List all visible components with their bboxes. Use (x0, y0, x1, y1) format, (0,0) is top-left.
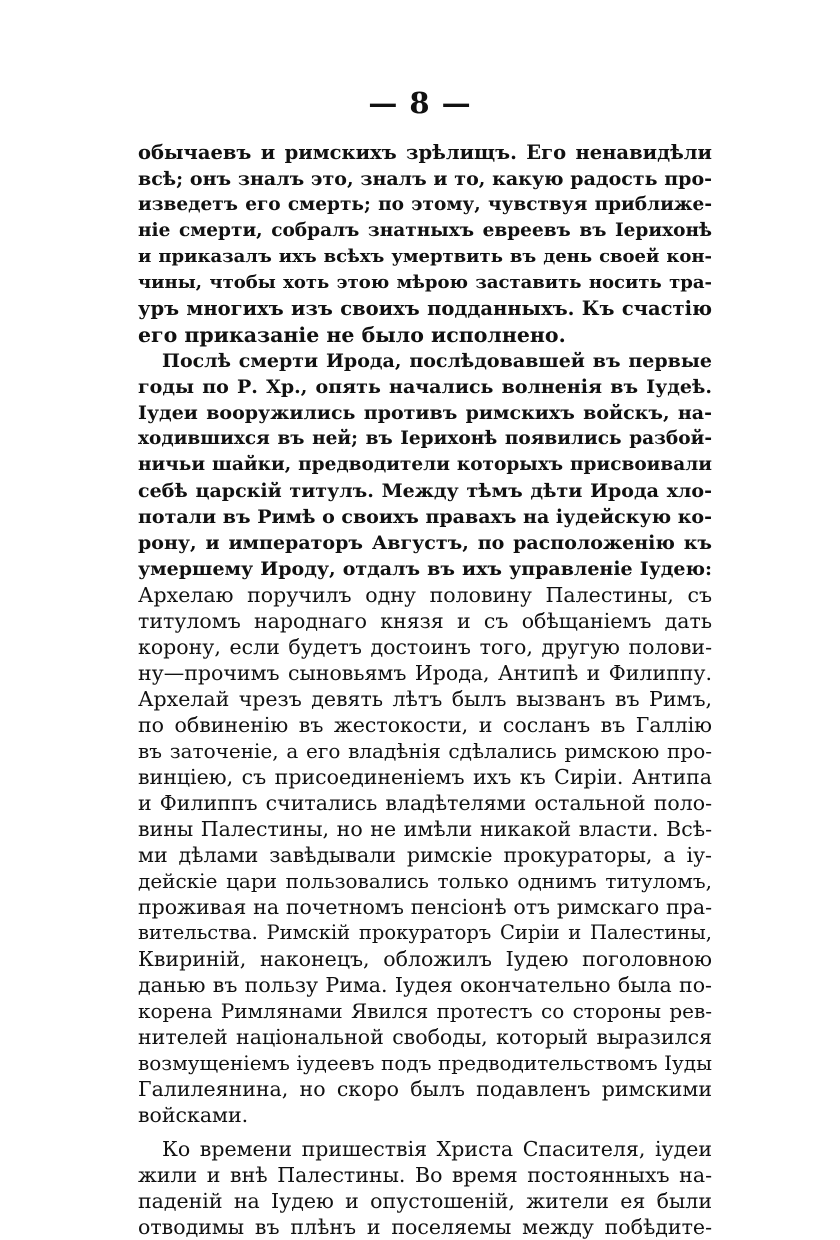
text-line: и Филиппъ считались владѣтелями остальной поло- (138, 791, 712, 815)
paragraph-gap (138, 1128, 712, 1136)
text-line: по обвиненію въ жестокости, и сосланъ въ Галлію (138, 713, 712, 737)
text-line: изведетъ его смерть; по этому, чувствуя приближе- (138, 194, 712, 215)
text-line: чины, чтобы хоть этою мѣрою заставить носить тра- (138, 272, 712, 293)
text-line: ничьи шайки, предводители которыхъ присвоивали (138, 454, 712, 475)
text-line: винціею, съ присоединеніемъ ихъ къ Сиріи. Антипа (138, 765, 712, 789)
paragraph-2 (138, 348, 712, 1128)
text-line: Ко времени пришествія Христа Спасителя, іудеи (162, 1137, 712, 1161)
text-line: въ заточеніе, а его владѣнія сдѣлались римскою про- (138, 739, 712, 763)
text-line: Послѣ смерти Ирода, послѣдовавшей въ первые (162, 350, 712, 372)
text-line: дейскіе цари пользовались только однимъ титуломъ, (138, 869, 712, 893)
paragraph-3 (138, 1136, 712, 1240)
text-line: ми дѣлами завѣдывали римскіе прокураторы, а іу- (138, 843, 712, 867)
text-line: себѣ царскій титулъ. Между тѣмъ дѣти Ирода хло- (138, 480, 712, 502)
text-line: Архелай чрезъ девять лѣтъ былъ вызванъ въ Римъ, (138, 687, 712, 711)
text-line: проживая на почетномъ пенсіонѣ отъ римскаго пра- (138, 895, 712, 919)
text-line: корена Римлянами Явился протестъ со стороны рев- (138, 999, 712, 1023)
text-line: корону, если будетъ достоинъ того, другую полови- (138, 635, 712, 659)
text-line: Іудеи вооружились противъ римскихъ войскъ, на- (138, 402, 712, 424)
text-line: и приказалъ ихъ всѣхъ умертвить въ день своей кон- (138, 246, 712, 267)
paragraph-1 (138, 140, 712, 348)
text-line: нителей національной свободы, который выразился (138, 1025, 712, 1049)
text-line: данью въ пользу Рима. Іудея окончательно была по- (138, 973, 712, 997)
text-line: потали въ Римѣ о своихъ правахъ на іудейскую ко- (138, 506, 712, 528)
text-line: обычаевъ и римскихъ зрѣлищъ. Его ненавидѣли (138, 141, 712, 164)
text-line: титуломъ народнаго князя и съ обѣщаніемъ дать (138, 609, 712, 633)
body-text (138, 140, 712, 1240)
text-line: Квириній, наконецъ, обложилъ Іудею поголовною (138, 947, 712, 971)
text-line: годы по Р. Хр., опять начались волненія въ Іудеѣ. (138, 376, 712, 398)
text-line: ну—прочимъ сыновьямъ Ирода, Антипѣ и Филиппу. (138, 661, 712, 685)
page-number: — 8 — (368, 86, 472, 120)
text-line: паденій на Іудею и опустошеній, жители ея были (138, 1189, 712, 1213)
text-line: Архелаю поручилъ одну половину Палестины, съ (138, 583, 712, 607)
text-line: всѣ; онъ зналъ это, зналъ и то, какую радость про- (138, 168, 712, 190)
text-line: войсками. (138, 1103, 249, 1127)
text-line: вины Палестины, но не имѣли никакой власти. Всѣ- (138, 817, 712, 841)
text-line: вительства. Римскій прокураторъ Сиріи и Палестины, (138, 921, 712, 944)
text-line: умершему Ироду, отдалъ въ ихъ управленіе Іудею: (138, 558, 712, 580)
text-line: его приказаніе не было исполнено. (138, 323, 566, 347)
text-line: уръ многихъ изъ своихъ подданныхъ. Къ счастію (138, 297, 712, 320)
text-line: возмущеніемъ іудеевъ подъ предводительствомъ Іуды (138, 1051, 712, 1075)
text-line: отводимы въ плѣнъ и поселяемы между побѣдите- (138, 1215, 712, 1239)
text-line: Галилеянина, но скоро былъ подавленъ римскими (138, 1077, 712, 1101)
text-line: жили и внѣ Палестины. Во время постоянныхъ на- (138, 1163, 712, 1187)
text-line: ніе смерти, собралъ знатныхъ евреевъ въ Іерихонѣ (138, 220, 712, 241)
text-line: ходившихся въ ней; въ Іерихонѣ появились разбой- (138, 428, 712, 449)
text-line: рону, и императоръ Августъ, по расположенію къ (138, 532, 712, 554)
